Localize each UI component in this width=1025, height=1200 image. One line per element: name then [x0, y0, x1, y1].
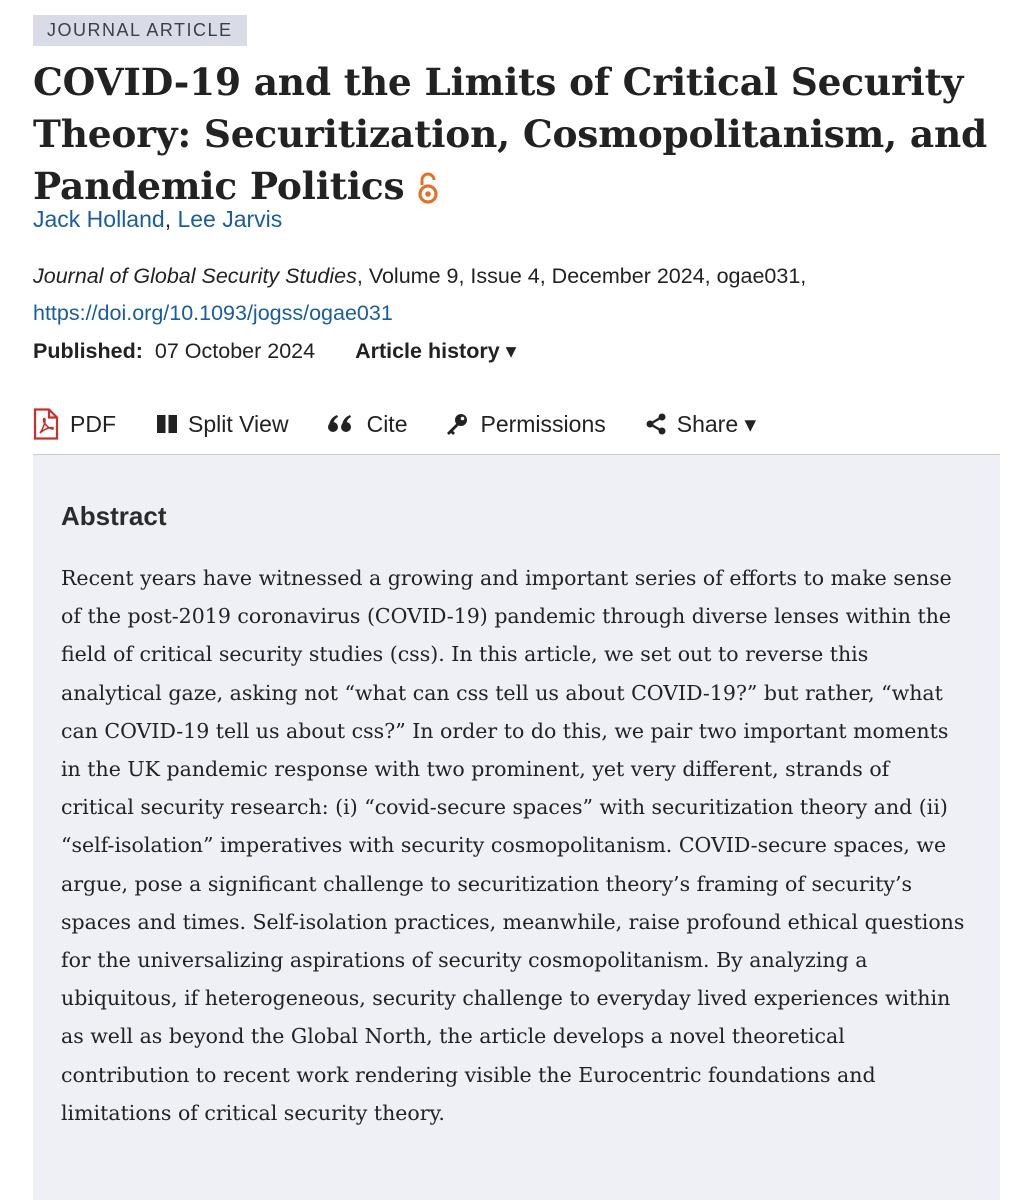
share-label: Share ▾	[676, 410, 757, 437]
permissions-button[interactable]	[445, 411, 605, 438]
share-button[interactable]	[644, 411, 756, 438]
citation	[33, 258, 993, 332]
article-title-text: COVID-19 and the Limits of Critical Security Theory: Securitization, Cosmopolitanism, and Pandemic Politics	[33, 60, 988, 208]
key-icon	[445, 412, 469, 436]
share-icon	[644, 412, 668, 436]
split-view-label: Split View	[188, 410, 289, 437]
article-history-toggle[interactable]: Article history ▾	[355, 339, 517, 363]
author-list	[33, 203, 282, 235]
quote-icon	[327, 413, 353, 435]
abstract-heading: Abstract	[61, 501, 167, 531]
author-link-jack-holland[interactable]: Jack Holland	[33, 206, 165, 232]
doi-link[interactable]: https://doi.org/10.1093/jogss/ogae031	[33, 301, 393, 325]
pdf-label: PDF	[70, 410, 116, 437]
split-view-button[interactable]	[156, 411, 289, 438]
permissions-label: Permissions	[480, 410, 606, 437]
pdf-button[interactable]	[33, 408, 116, 440]
abstract-section	[33, 454, 1000, 1200]
open-access-icon	[416, 166, 440, 218]
author-link-lee-jarvis[interactable]: Lee Jarvis	[177, 206, 283, 232]
published-date: 07 October 2024	[154, 339, 316, 363]
published-label: Published:	[33, 339, 143, 363]
cite-label: Cite	[366, 410, 408, 437]
abstract-text: Recent years have witnessed a growing and important series of efforts to make sense of the post-2019 coronavirus (COVID-19) pandemic through diverse lenses within the field of critical security studies (css). In this article, we set out to reverse this analytical gaze, asking not “what can css tell us about COVID-19?” but rather, “what can COVID-19 tell us about css?” In order to do this, we pair two important moments in the UK pandemic response with two prominent, yet very different, strands of critical security research: (i) “covid-secure spaces” with securitization theory and (ii) “self-isolation” imperatives with security cosmopolitanism. COVID-secure spaces, we argue, pose a significant challenge to securitization theory’s framing of security’s spaces and times. Self-isolation practices, meanwhile, raise profound ethical questions for the universalizing aspirations of security cosmopolitanism. By analyzing a ubiquitous, if heterogeneous, security challenge to everyday lived experiences within as well as beyond the Global North, the article develops a novel theoretical contribution to recent work rendering visible the Eurocentric foundations and limitations of critical security theory.	[61, 566, 965, 1125]
citation-details: , Volume 9, Issue 4, December 2024, ogae031,	[356, 264, 807, 288]
cite-button[interactable]	[327, 411, 408, 438]
author-separator: ,	[164, 206, 178, 232]
split-view-icon	[156, 413, 178, 435]
journal-name: Journal of Global Security Studies	[33, 264, 357, 288]
article-type-badge: JOURNAL ARTICLE	[33, 15, 247, 46]
pdf-icon	[33, 408, 59, 440]
publication-info	[33, 334, 516, 368]
article-toolbar	[33, 402, 756, 446]
article-title	[33, 56, 1008, 218]
